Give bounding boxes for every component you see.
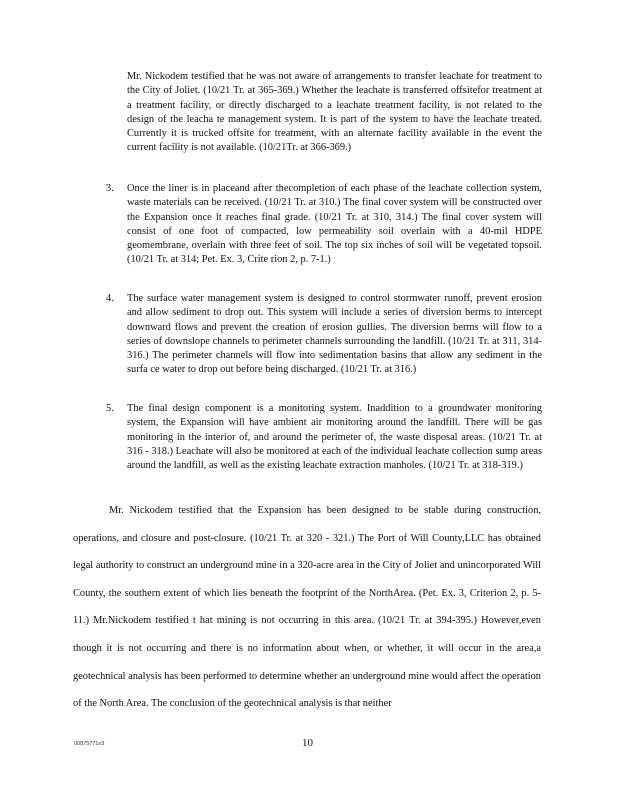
list-item-number: 5. — [106, 403, 114, 414]
body-paragraph — [73, 497, 541, 718]
list-item — [106, 182, 542, 268]
list-item-text: The surface water management system is designed to control stormwater runoff, prevent erosion and allow sediment to drop out. This system will include a series of diversion berms to intercept downward flows and prevent the creation of erosion gullies. The diversion berms will flow to a series of downslope channels to perimeter channels surrounding the landfill. (10/21 Tr. at 311, 314-316.) The perimeter channels will flow into sedimentation basins that allow any sediment in the surfa ce water to drop out before being discharged. (10/21 Tr. at 316.) — [127, 293, 542, 376]
document-id: 00875771v3 — [74, 741, 105, 747]
body-paragraph-text: Mr. Nickodem testified that the Expansion has been designed to be stable during construction, operations, and closure and post-closure. (10/21 Tr. at 320 - 321.) The Port of Will County,LLC has obtained legal authority to construct an underground mine in a 320-acre area in the City of Joliet and unincorporated Will County, the southern extent of which lies beneath the footprint of the NorthArea. (Pet. Ex. 3, Criterion 2, p. 5-11.) Mr.Nickodem testified t hat mining is not occurring in this area. (10/21 Tr. at 394-395.) However,even though it is not occurring and there is no information about when, or whether, it will occur in the area,a geotechnical analysis has been performed to determine whether an underground mine would affect the operation of the North Area. The conclusion of the geotechnical analysis is that neither — [73, 505, 541, 710]
list-item-text: The final design component is a monitoring system. Inaddition to a groundwater monitoring system, the Expansion will have ambient air monitoring around the landfill. There will be gas monitoring in the interior of, and around the perimeter of, the waste disposal areas. (10/21 Tr. at 316 - 318.) Leachate will also be monitored at each of the individual leachate collection sump areas around the landfill, as well as the existing leachate extraction manholes. (10/21 Tr. at 318-319.) — [127, 403, 542, 472]
page-number: 10 — [302, 737, 313, 749]
list-item-number: 3. — [106, 183, 114, 194]
list-item-text: Once the liner is in placeand after thecompletion of each phase of the leachate collection system, waste materials can be received. (10/21 Tr. at 310.) The final cover system will be constructed over the Expansion once it reaches final grade. (10/21 Tr. at 310, 314.) The final cover system will consist of one foot of compacted, low permeability soil overlain with a 40-mil HDPE geomembrane, overlain with three feet of soil. The top six inches of soil will be vegetated topsoil. (10/21 Tr. at 314; Pet. Ex. 3, Crite rion 2, p. 7-1.) — [127, 183, 542, 266]
list-item — [106, 402, 542, 473]
indented-paragraph: Mr. Nickodem testified that he was not aware of arrangements to transfer leachate for treatment to the City of Joliet. (10/21 Tr. at 365-369.) Whether the leachate is transferred offsitefor treatment at a treatment facility, or directly discharged to a leachate treatment facility, is not related to the design of the leacha te management system. It is part of the system to have the leachate treated. Currently it is trucked offsite for treatment, with an alternate facility available in the event the current facility is not available. (10/21Tr. at 366-369.) — [127, 71, 542, 154]
list-item-number: 4. — [106, 293, 114, 304]
list-item — [106, 292, 542, 378]
